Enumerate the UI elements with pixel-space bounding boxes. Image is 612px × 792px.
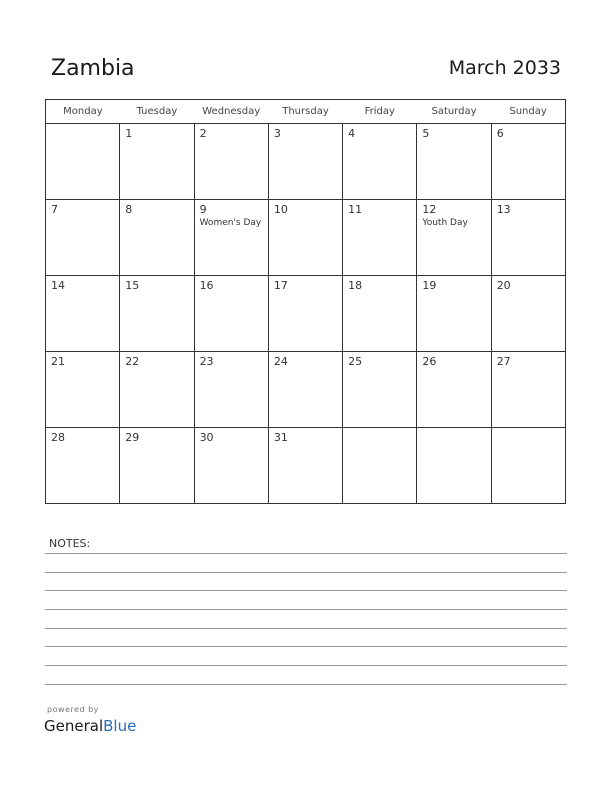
day-number: 20 [496,279,511,292]
day-cell [417,428,491,504]
brand-blue: Blue [103,717,137,735]
day-cell [194,124,268,200]
day-number: 12 [422,203,437,216]
day-number: 16 [199,279,214,292]
note-line [45,609,567,610]
day-number: 9 [199,203,207,216]
day-cell [491,276,565,352]
day-number: 24 [273,355,288,368]
day-number: 28 [51,431,65,444]
day-number: 23 [199,355,214,368]
weekday-header: Friday [343,100,417,124]
day-number: 18 [348,279,363,292]
day-number: 22 [125,355,140,368]
day-cell [120,276,194,352]
day-number: 17 [273,279,288,292]
country-title: Zambia [51,56,135,81]
day-number: 8 [125,203,133,216]
weekday-header: Thursday [268,100,342,124]
day-cell [194,352,268,428]
day-number: 4 [348,127,356,140]
day-number: 30 [199,431,214,444]
day-number: 5 [422,127,430,140]
day-cell [194,200,268,276]
day-cell [46,276,120,352]
holiday-label: Women's Day [199,218,262,228]
brand-logo [44,717,136,735]
day-number: 1 [125,127,133,140]
day-number: 11 [348,203,363,216]
weekday-header-row [46,100,566,124]
day-cell [46,124,120,200]
note-line [45,646,567,647]
day-cell [417,352,491,428]
brand-general: General [44,717,104,735]
day-cell [120,428,194,504]
week-row [46,428,566,504]
day-cell [343,276,417,352]
day-cell [46,200,120,276]
day-cell [268,124,342,200]
note-line [45,684,567,685]
week-row [46,124,566,200]
day-cell [268,352,342,428]
day-cell [343,200,417,276]
day-number: 21 [51,355,65,368]
day-cell [491,428,565,504]
day-cell [268,428,342,504]
day-cell [120,352,194,428]
calendar-grid [45,99,566,504]
day-cell [194,276,268,352]
day-cell [417,200,491,276]
powered-by-text: powered by [47,705,99,714]
day-cell [194,428,268,504]
weekday-header: Saturday [417,100,491,124]
day-number: 31 [273,431,288,444]
week-row [46,276,566,352]
month-year-title: March 2033 [448,57,561,79]
day-number: 10 [273,203,288,216]
week-row [46,200,566,276]
note-line [45,665,567,666]
weekday-header: Sunday [491,100,565,124]
day-cell [343,428,417,504]
day-number: 2 [199,127,207,140]
day-cell [417,276,491,352]
day-cell [46,428,120,504]
day-cell [491,352,565,428]
day-cell [491,200,565,276]
day-number: 27 [496,355,511,368]
day-number: 6 [496,127,504,140]
day-cell [120,124,194,200]
day-cell [268,276,342,352]
day-number: 19 [422,279,437,292]
note-line [45,590,567,591]
day-number: 26 [422,355,437,368]
day-cell [417,124,491,200]
note-line [45,572,567,573]
day-cell [343,124,417,200]
note-line [45,628,567,629]
day-cell [343,352,417,428]
calendar-body [46,124,566,504]
day-cell [120,200,194,276]
week-row [46,352,566,428]
weekday-header: Wednesday [194,100,268,124]
weekday-header: Monday [46,100,120,124]
day-number: 3 [273,127,281,140]
weekday-header: Tuesday [120,100,194,124]
day-cell [491,124,565,200]
note-line [45,553,567,554]
day-number: 25 [348,355,363,368]
day-number: 14 [51,279,65,292]
day-number: 29 [125,431,140,444]
day-cell [268,200,342,276]
day-number: 7 [51,203,58,216]
day-number: 13 [496,203,511,216]
holiday-label: Youth Day [422,218,468,228]
day-number: 15 [125,279,140,292]
notes-label: NOTES: [49,537,91,550]
day-cell [46,352,120,428]
